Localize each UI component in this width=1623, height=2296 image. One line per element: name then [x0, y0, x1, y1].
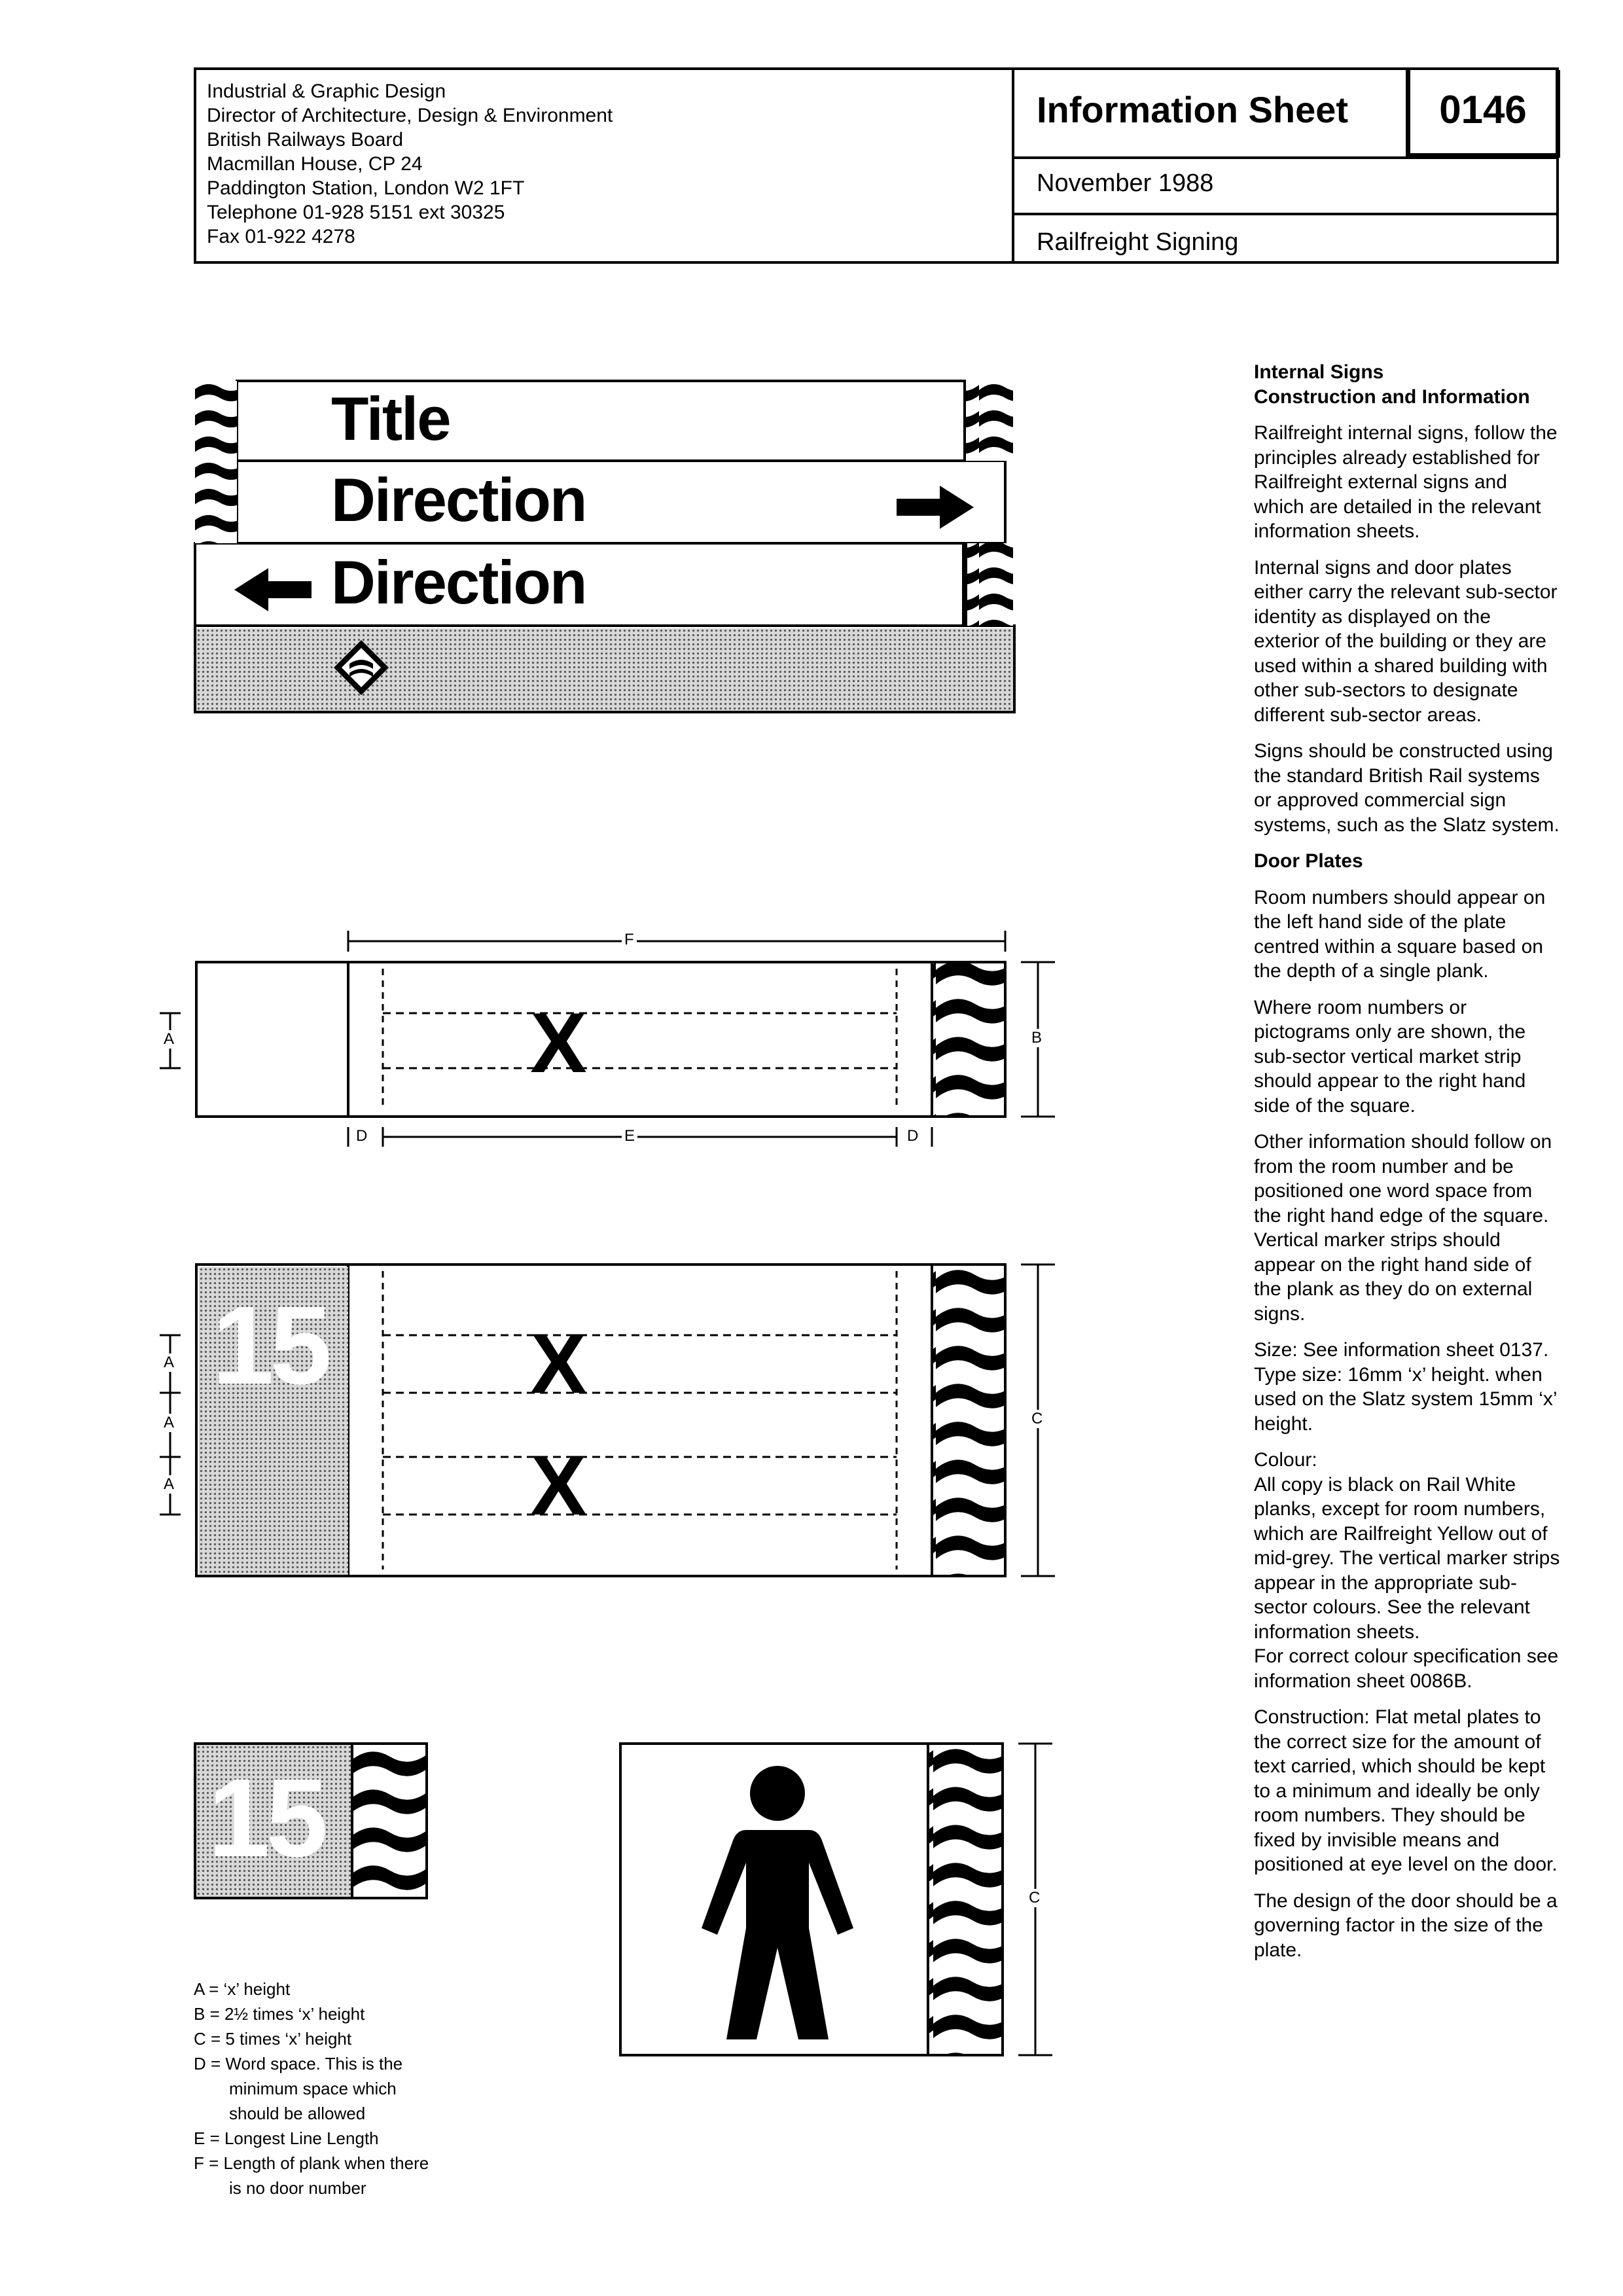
arrow-left-icon — [233, 568, 312, 611]
paragraph: Where room numbers or pictograms only are shown, the sub-sector vertical market strip should appear to the right hand side of the square. — [1254, 996, 1526, 1117]
pictogram-door-plate — [619, 1742, 1064, 2059]
dim-label-a: A — [164, 1354, 175, 1371]
heading-line: Construction and Information — [1254, 386, 1530, 408]
org-line: Telephone 01-928 5151 ext 30325 — [207, 202, 505, 223]
dim-label-b: B — [1031, 1029, 1043, 1047]
header-box — [194, 67, 1559, 264]
sheet-title: Information Sheet — [1037, 89, 1349, 130]
section-heading — [1254, 360, 1561, 409]
legend-item: B = 2½ times ‘x’ height — [194, 2004, 365, 2024]
paragraph: Other information should follow on from the room number and be positioned one word space from the right hand edge of the square. Vertical marker strips should appear on the right hand side of the plank as they do on external signs. — [1254, 1131, 1552, 1325]
sheet-date: November 1988 — [1037, 170, 1214, 197]
room-number: 15 — [212, 1283, 329, 1408]
door-plate-dimension-diagram — [151, 1263, 1067, 1590]
dim-label-f: F — [622, 931, 637, 949]
sign-title-text: Title — [331, 384, 450, 453]
header-rule — [1014, 213, 1556, 215]
legend-item: minimum space which — [229, 2079, 397, 2098]
dim-label-a: A — [164, 1475, 175, 1493]
paragraph: Size: See information sheet 0137. Type size: 16mm ‘x’ height. when used on the Slatz system 15mm ‘x’ height. — [1254, 1339, 1557, 1435]
body-text-column — [1254, 360, 1561, 1974]
dim-label-c: C — [1031, 1410, 1043, 1427]
dimension-legend — [194, 1977, 429, 2200]
dim-label-d: D — [356, 1127, 368, 1145]
legend-item: should be allowed — [229, 2104, 366, 2123]
legend-item: D = Word space. This is the — [194, 2054, 403, 2073]
org-line: Industrial & Graphic Design — [207, 81, 446, 102]
dim-label-a: A — [164, 1414, 175, 1431]
legend-item: C = 5 times ‘x’ height — [194, 2029, 352, 2049]
header-divider — [1012, 70, 1014, 261]
section-heading: Door Plates — [1254, 850, 1363, 872]
plank-dimension-diagram — [151, 916, 1067, 1152]
paragraph: Railfreight internal signs, follow the principles already established for Railfreight external signs and which are detailed in the relevant information sheets. — [1254, 422, 1558, 542]
colour-heading: Colour: — [1254, 1449, 1317, 1471]
sign-direction-text: Direction — [331, 548, 586, 617]
org-line: Paddington Station, London W2 1FT — [207, 177, 525, 199]
colour-spec-text: For correct colour specification see information sheet 0086B. — [1254, 1645, 1559, 1692]
paragraph: Room numbers should appear on the left hand side of the plate centred within a square based on the depth of a single plank. — [1254, 886, 1546, 982]
legend-item: F = Length of plank when there — [194, 2153, 429, 2173]
sign-direction-text: Direction — [331, 465, 586, 534]
sheet-number: 0146 — [1439, 88, 1527, 132]
legend-item: is no door number — [229, 2178, 366, 2198]
org-line: Fax 01-922 4278 — [207, 226, 355, 247]
person-pictogram-icon — [700, 1765, 855, 2039]
paragraph: Internal signs and door plates either carry the relevant sub-sector identity as displayed on the exterior of the building or they are used within a shared building with other sub-sectors to designate different sub-sector areas. — [1254, 556, 1558, 726]
dim-label-a: A — [164, 1030, 175, 1048]
sign-example — [194, 380, 1016, 715]
x-height-letter: X — [530, 1437, 586, 1533]
colour-text: All copy is black on Rail White planks, except for room numbers, which are Railfreight Yellow out of mid-grey. The vertical marker strips appear in the appropriate sub-sector colours. See the relevant information sheets. — [1254, 1473, 1560, 1643]
dim-label-d: D — [907, 1127, 919, 1145]
sheet-number-box — [1406, 70, 1560, 158]
room-number: 15 — [208, 1756, 325, 1880]
dim-label-c: C — [1029, 1889, 1041, 1907]
heading-line: Internal Signs — [1254, 361, 1384, 383]
sheet-subject: Railfreight Signing — [1037, 228, 1239, 256]
paragraph: Construction: Flat metal plates to the correct size for the amount of text carried, which should be kept to a minimum and ideally be only room numbers. They should be fixed by invisible means and positioned at eye level on the door. — [1254, 1706, 1558, 1875]
sign-logo-strip — [196, 628, 1013, 711]
arrow-right-icon — [897, 486, 975, 529]
room-number-plate — [194, 1742, 428, 1899]
org-line: Macmillan House, CP 24 — [207, 153, 423, 175]
railfreight-logo-icon — [332, 639, 390, 696]
legend-item: E = Longest Line Length — [194, 2128, 379, 2148]
org-line: Director of Architecture, Design & Environment — [207, 105, 613, 126]
paragraph — [1254, 1448, 1561, 1693]
org-line: British Railways Board — [207, 129, 404, 151]
organisation-address — [207, 79, 613, 249]
dim-label-e: E — [622, 1127, 637, 1145]
paragraph: Signs should be constructed using the standard British Rail systems or approved commercial sign systems, such as the Slatz system. — [1254, 740, 1560, 836]
x-height-letter: X — [530, 1316, 586, 1411]
paragraph: The design of the door should be a governing factor in the size of the plate. — [1254, 1890, 1558, 1961]
x-height-letter: X — [530, 995, 586, 1090]
legend-item: A = ‘x’ height — [194, 1979, 291, 1999]
